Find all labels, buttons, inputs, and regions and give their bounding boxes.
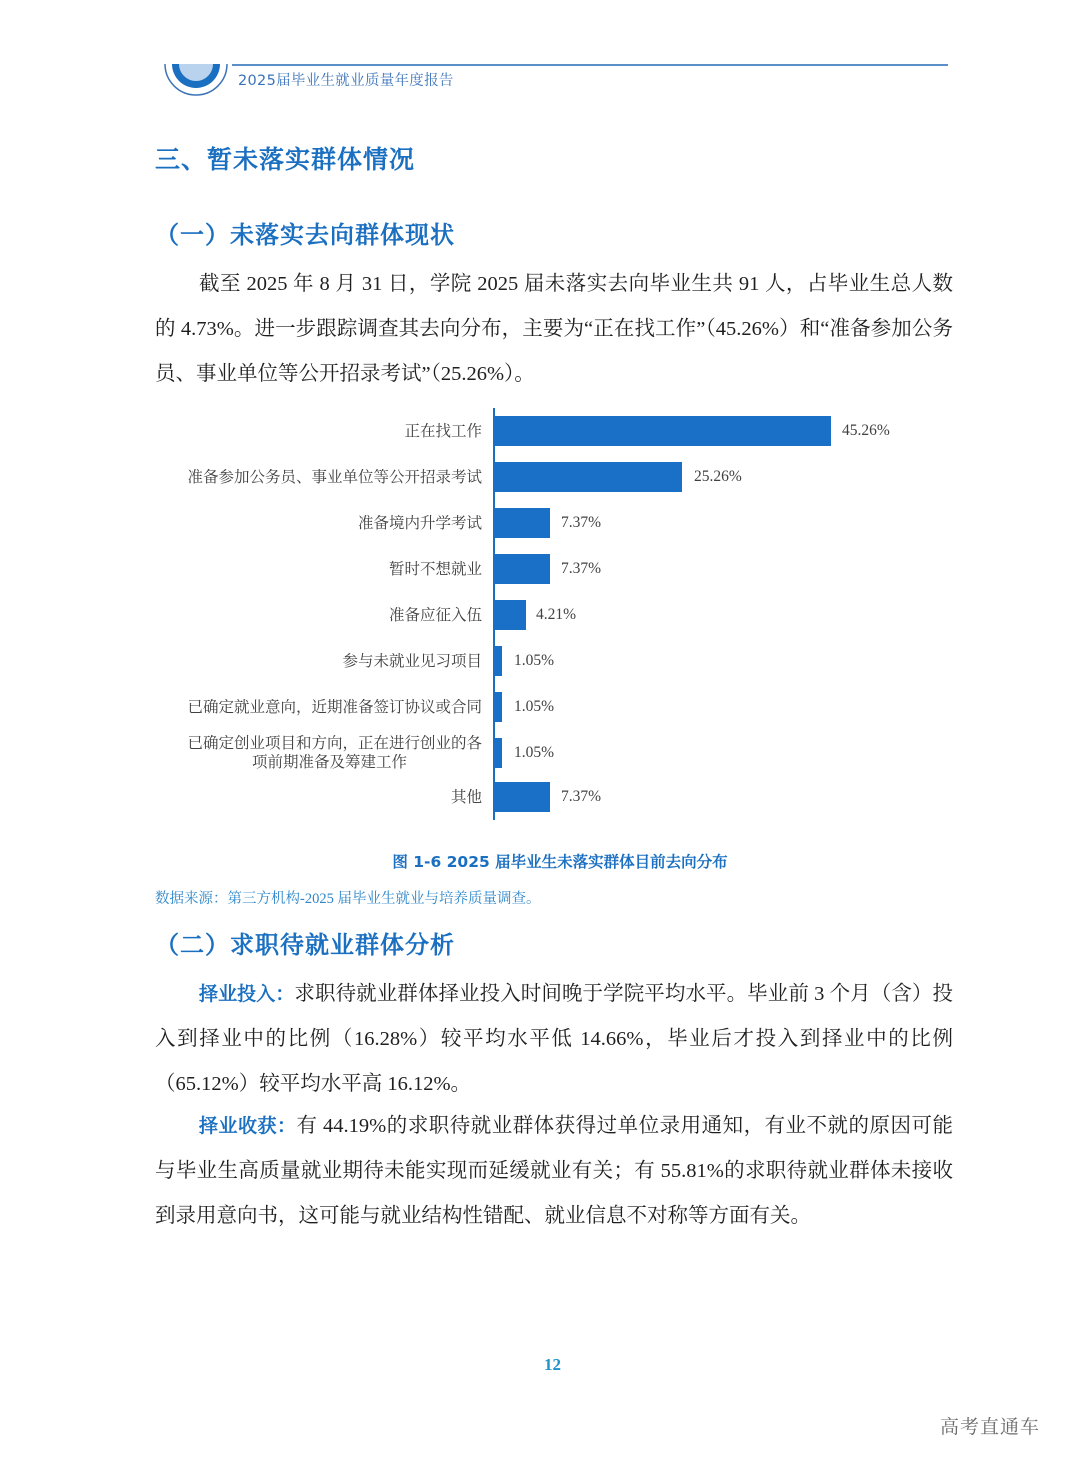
data-source-note: 数据来源：第三方机构-2025 届毕业生就业与培养质量调查。 (155, 891, 541, 907)
keyword-label: 择业投入： (199, 983, 295, 1005)
page-header (0, 0, 1080, 110)
chart-row (150, 554, 950, 584)
report-title: 2025届毕业生就业质量年度报告 (238, 73, 454, 89)
chart-row (150, 646, 950, 676)
value-label: 7.37% (561, 788, 602, 805)
paragraph-job-seeking-outcome (155, 1104, 953, 1239)
category-label-line-1: 已确定创业项目和方向，正在进行创业的各 (187, 735, 482, 752)
chart-row (150, 508, 950, 538)
figure-caption: 图 1-6 2025 届毕业生未落实群体目前去向分布 (392, 853, 728, 871)
category-label: 准备应征入伍 (388, 606, 482, 624)
value-label: 45.26% (842, 422, 890, 439)
category-label: 准备境内升学考试 (357, 514, 482, 532)
chart-row (150, 416, 950, 446)
chart-row (150, 692, 950, 722)
value-label: 25.26% (694, 468, 742, 485)
bar (494, 782, 550, 812)
value-label: 1.05% (514, 698, 555, 715)
category-label: 正在找工作 (404, 422, 482, 440)
bar (494, 554, 550, 584)
chart-row (150, 462, 950, 492)
value-label: 7.37% (561, 560, 602, 577)
chart-row (150, 782, 950, 812)
category-label: 参与未就业见习项目 (342, 652, 482, 670)
category-label: 暂时不想就业 (388, 560, 482, 578)
subsection-heading-1: （一）未落实去向群体现状 (155, 221, 455, 249)
value-label: 1.05% (514, 744, 555, 761)
category-label (152, 734, 482, 772)
chart-row (150, 735, 950, 771)
paragraph-job-seeking-investment (155, 972, 953, 1107)
page-number: 12 (544, 1355, 561, 1374)
keyword-label: 择业收获： (199, 1115, 297, 1137)
subsection-heading-2: （二）求职待就业群体分析 (155, 931, 455, 959)
bar (494, 508, 550, 538)
category-label: 已确定就业意向，近期准备签订协议或合同 (187, 698, 482, 716)
bar (494, 738, 502, 768)
paragraph-unplaced-summary (155, 262, 953, 397)
section-heading: 三、暂未落实群体情况 (155, 145, 416, 174)
bar (494, 462, 682, 492)
category-label-line-2: 项前期准备及筹建工作 (251, 754, 407, 771)
chart-row (150, 600, 950, 630)
paragraph-text: 求职待就业群体择业投入时间晚于学院平均水平。毕业前 3 个月（含）投入到择业中的比例（16.28%）较平均水平低 14.66%，毕业后才投入到择业中的比例（65.12%）较平均水平高 16.12%。 (155, 983, 953, 1095)
bar-chart (150, 405, 950, 825)
paragraph-text: 截至 2025 年 8 月 31 日，学院 2025 届未落实去向毕业生共 91 人，占毕业生总人数的 4.73%。进一步跟踪调查其去向分布，主要为“正在找工作”（45.26%）和“准备参加公务员、事业单位等公开招录考试”（25.26%）。 (155, 273, 953, 385)
half-circle-logo-icon (163, 64, 229, 100)
value-label: 7.37% (561, 514, 602, 531)
value-label: 4.21% (536, 606, 577, 623)
bar (494, 692, 502, 722)
category-label: 其他 (450, 788, 482, 806)
value-label: 1.05% (514, 652, 555, 669)
bar (494, 646, 502, 676)
watermark: 高考直通车 (940, 1416, 1041, 1438)
bar (494, 600, 526, 630)
header-divider (232, 64, 948, 66)
bar (494, 416, 831, 446)
paragraph-text: 有 44.19%的求职待就业群体获得过单位录用通知，有业不就的原因可能与毕业生高质量就业期待未能实现而延缓就业有关；有 55.81%的求职待就业群体未接收到录用意向书，这可能与就业结构性错配、就业信息不对称等方面有关。 (155, 1115, 953, 1227)
category-label: 准备参加公务员、事业单位等公开招录考试 (187, 468, 482, 486)
